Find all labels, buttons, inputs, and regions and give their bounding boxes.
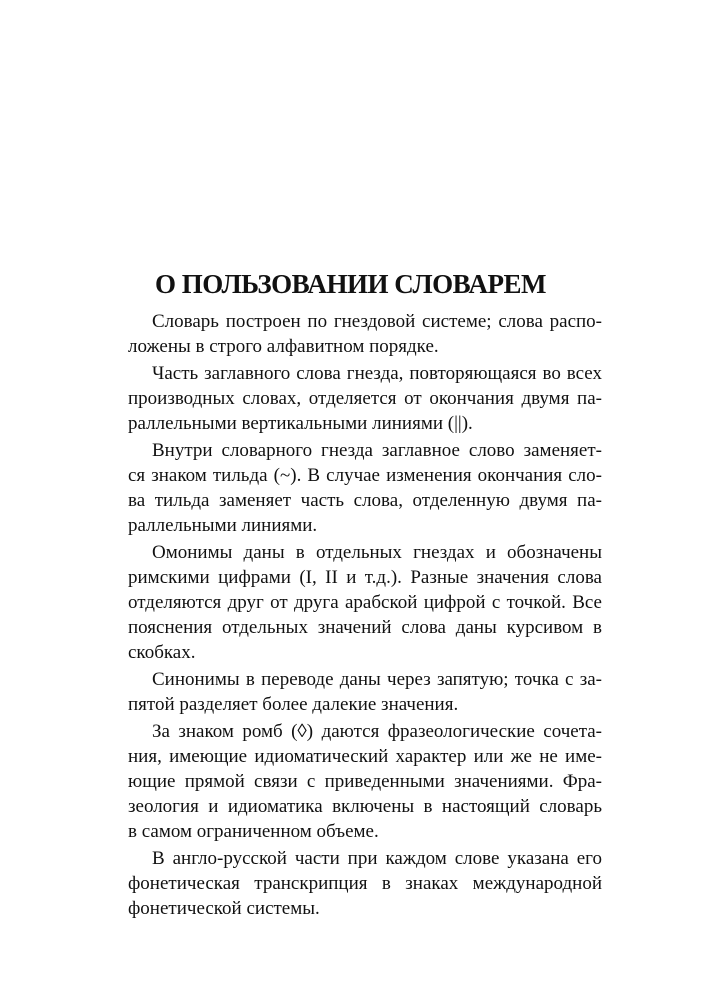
text-line: Словарь построен по гнездовой системе; слова распо-: [152, 311, 602, 332]
text-line: в самом ограниченном объеме.: [128, 821, 379, 842]
text-line: пятой разделяет более далекие значения.: [128, 694, 459, 715]
text-line: отделяются друг от друга арабской цифрой с точкой. Все: [128, 592, 602, 613]
text-line: Синонимы в переводе даны через запятую; точка с за-: [152, 669, 602, 690]
text-line: пояснения отдельных значений слова даны курсивом в: [128, 617, 602, 638]
text-line: зеология и идиоматика включены в настоящий словарь: [128, 796, 602, 817]
text-line: В англо-русской части при каждом слове указана его: [152, 848, 602, 869]
text-line: ся знаком тильда (~). В случае изменения окончания сло-: [128, 465, 602, 486]
text-line: Омонимы даны в отдельных гнездах и обозначены: [152, 542, 602, 563]
text-line: производных словах, отделяется от окончания двумя па-: [128, 388, 602, 409]
text-line: римскими цифрами (I, II и т.д.). Разные значения слова: [128, 567, 602, 588]
page-title: О ПОЛЬЗОВАНИИ СЛОВАРЕМ: [155, 269, 546, 299]
text-line: За знаком ромб (◊) даются фразеологические сочета-: [152, 721, 602, 742]
text-line: Часть заглавного слова гнезда, повторяющаяся во всех: [152, 363, 602, 384]
text-line: скобках.: [128, 642, 196, 663]
text-line: Внутри словарного гнезда заглавное слово заменяет-: [152, 440, 602, 461]
text-line: фонетической системы.: [128, 898, 320, 919]
text-line: ющие прямой связи с приведенными значениями. Фра-: [128, 771, 602, 792]
text-line: ва тильда заменяет часть слова, отделенную двумя па-: [128, 490, 602, 511]
text-line: раллельными линиями.: [128, 515, 318, 536]
text-line: ложены в строго алфавитном порядке.: [128, 336, 439, 357]
text-line: фонетическая транскрипция в знаках международной: [128, 873, 602, 894]
text-line: раллельными вертикальными линиями (||).: [128, 413, 473, 434]
text-line: ния, имеющие идиоматический характер или же не име-: [128, 746, 602, 767]
